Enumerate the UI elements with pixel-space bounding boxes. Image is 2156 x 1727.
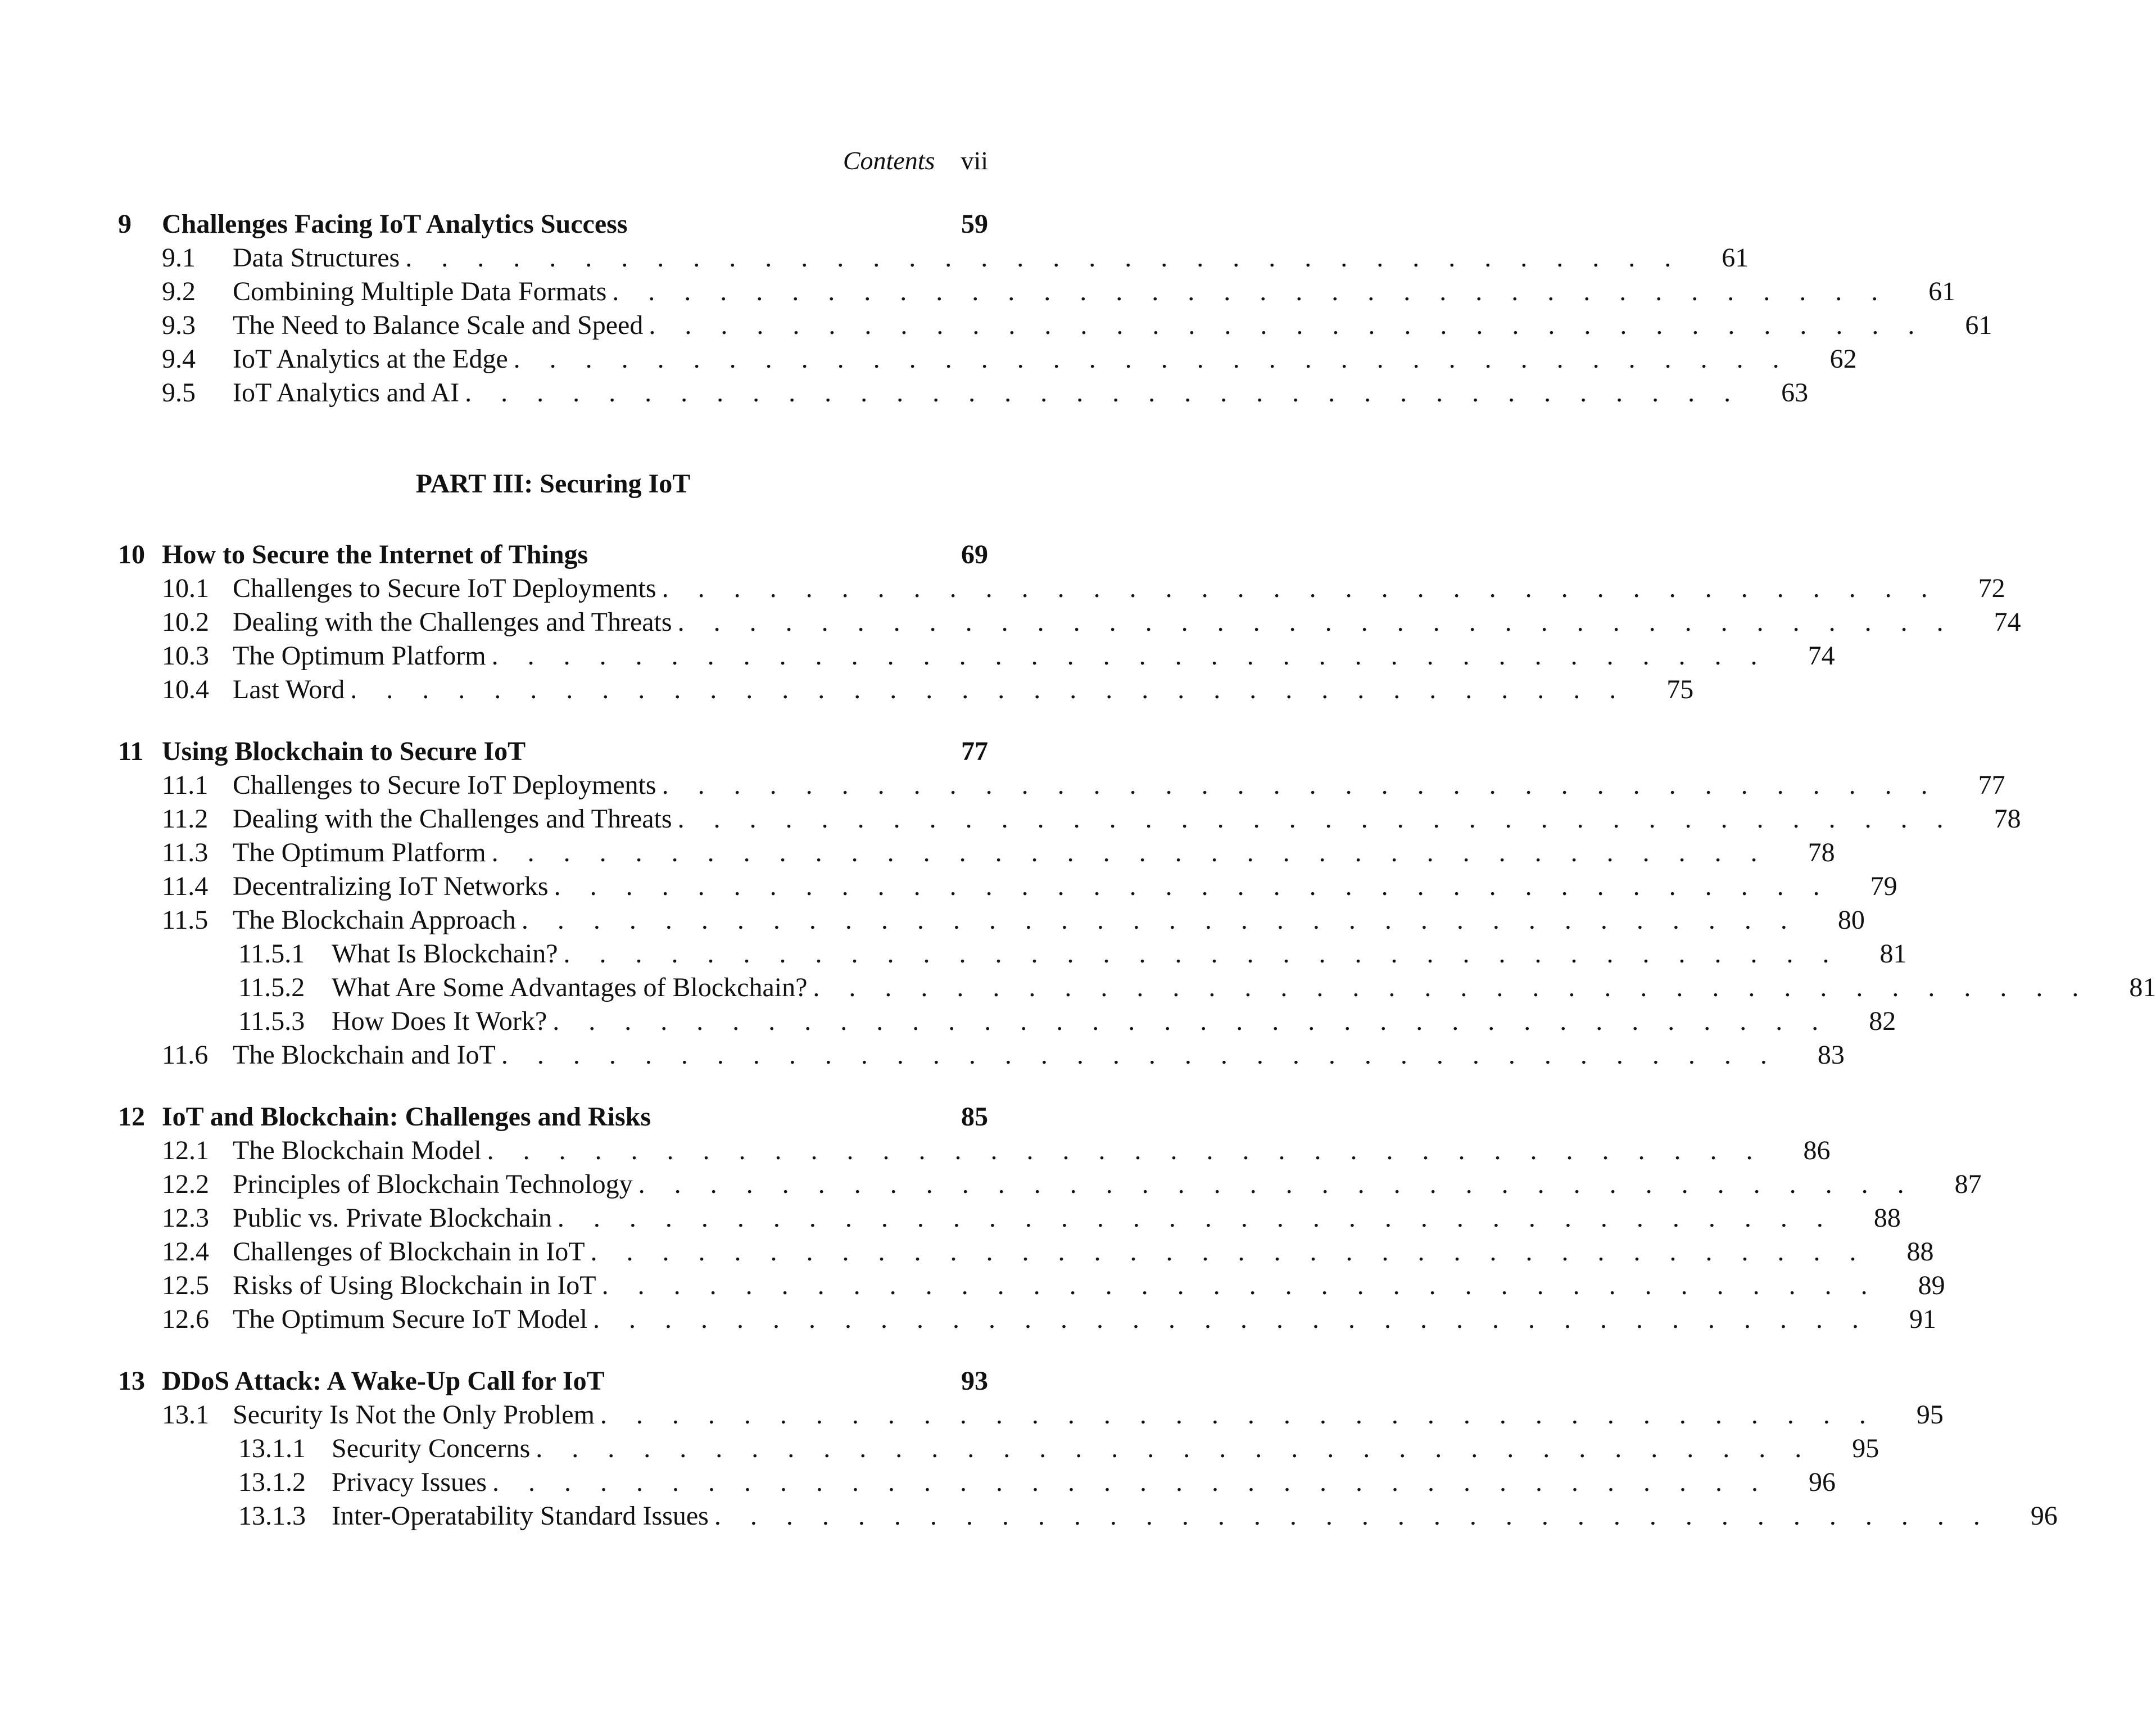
chapter-number: 10: [118, 540, 145, 569]
toc-chapter[interactable]: [118, 736, 988, 770]
toc-entry[interactable]: [118, 1304, 1936, 1337]
dot-leader: . . . . . . . . . . . . . . . . . . . . . . . . . . . . . . . . . . . .: [501, 1040, 1778, 1070]
section-title: Risks of Using Blockchain in IoT: [233, 1271, 596, 1300]
running-head-title: Contents: [843, 146, 935, 175]
section-title: Combining Multiple Data Formats: [233, 277, 607, 306]
section-number: 10.2: [162, 607, 209, 637]
section-title: Challenges to Secure IoT Deployments: [233, 770, 656, 800]
section-page: 95: [1916, 1400, 1944, 1430]
section-number: 11.4: [162, 871, 209, 901]
toc-entry[interactable]: [118, 674, 1694, 708]
dot-leader: . . . . . . . . . . . . . . . . . . . . . . . . . . . . . . . . . . . .: [649, 310, 1926, 340]
section-title: The Blockchain Approach: [233, 905, 516, 935]
toc-subentry[interactable]: [118, 1006, 1896, 1039]
dot-leader: . . . . . . . . . . . . . . . . . . . . . . . . . . . . . . . . . . . .: [601, 1271, 1879, 1300]
chapter-number: 9: [118, 209, 132, 239]
subsection-page: 82: [1869, 1006, 1896, 1036]
toc-subentry[interactable]: [118, 1467, 1836, 1500]
toc-entry[interactable]: [118, 377, 1809, 411]
chapter-page: 59: [961, 209, 988, 239]
subsection-title: Security Concerns: [332, 1434, 531, 1463]
subsection-page: 96: [2030, 1501, 2058, 1531]
section-title: Dealing with the Challenges and Threats: [233, 607, 672, 637]
section-page: 89: [1918, 1271, 1945, 1300]
dot-leader: . . . . . . . . . . . . . . . . . . . . . . . . . . . . . . . . . . . .: [465, 378, 1742, 408]
chapter-page: 93: [961, 1366, 988, 1396]
toc-entry[interactable]: [118, 573, 2005, 607]
section-page: 79: [1870, 871, 1897, 901]
subsection-title: What Is Blockchain?: [332, 939, 558, 969]
section-number: 10.1: [162, 573, 209, 603]
section-title: Data Structures: [233, 243, 400, 273]
subsection-number: 11.5.3: [238, 1006, 305, 1036]
section-gap: [118, 1073, 988, 1101]
toc-entry[interactable]: [118, 1202, 1901, 1236]
dot-leader: . . . . . . . . . . . . . . . . . . . . . . . . . . . . . . . . . . . .: [487, 1136, 1764, 1165]
section-number: 9.5: [162, 378, 196, 408]
section-number: 9.1: [162, 243, 196, 273]
toc-entry[interactable]: [118, 803, 2021, 837]
toc-chapter[interactable]: [118, 1101, 988, 1135]
dot-leader: . . . . . . . . . . . . . . . . . . . . . . . . . . . . . . . . . . . .: [612, 277, 1890, 306]
dot-leader: . . . . . . . . . . . . . . . . . . . . . . . . . . . . . . . . . . . .: [662, 770, 1939, 800]
toc-chapter[interactable]: [118, 1366, 988, 1399]
dot-leader: . . . . . . . . . . . . . . . . . . . . . . . . . . . . . . . . . . . .: [491, 838, 1769, 867]
section-page: 88: [1873, 1203, 1901, 1233]
section-page: 83: [1817, 1040, 1845, 1070]
toc-entry[interactable]: [118, 1135, 1831, 1169]
toc-entry[interactable]: [118, 607, 2021, 640]
section-number: 10.4: [162, 675, 209, 704]
dot-leader: . . . . . . . . . . . . . . . . . . . . . . . . . . . . . . . . . . . .: [521, 905, 1799, 935]
section-title: The Need to Balance Scale and Speed: [233, 310, 644, 340]
section-page: 61: [1965, 310, 1992, 340]
section-page: 62: [1829, 344, 1857, 374]
table-of-contents: [118, 209, 2156, 1534]
toc-entry[interactable]: [118, 640, 1835, 674]
section-gap: [118, 1337, 988, 1366]
dot-leader: . . . . . . . . . . . . . . . . . . . . . . . . . . . . . . . . . . . .: [677, 804, 1955, 834]
dot-leader: . . . . . . . . . . . . . . . . . . . . . . . . . . . . . . . . . . . .: [662, 573, 1939, 603]
subsection-number: 11.5.1: [238, 939, 305, 969]
section-title: The Blockchain Model: [233, 1136, 482, 1165]
toc-subentry[interactable]: [118, 1500, 2058, 1534]
toc-entry[interactable]: [118, 1236, 1934, 1270]
dot-leader: . . . . . . . . . . . . . . . . . . . . . . . . . . . . . . . . . . . .: [714, 1501, 1991, 1531]
section-number: 12.1: [162, 1136, 209, 1165]
section-title: Challenges of Blockchain in IoT: [233, 1237, 585, 1267]
toc-entry[interactable]: [118, 1039, 1845, 1073]
chapter-title: IoT and Blockchain: Challenges and Risks: [162, 1102, 651, 1132]
dot-leader: . . . . . . . . . . . . . . . . . . . . . . . . . . . . . . . . . . . .: [590, 1237, 1868, 1267]
section-page: 74: [1994, 607, 2021, 637]
toc-entry[interactable]: [118, 837, 1835, 871]
dot-leader: . . . . . . . . . . . . . . . . . . . . . . . . . . . . . . . . . . . .: [350, 675, 1628, 704]
section-title: Decentralizing IoT Networks: [233, 871, 549, 901]
section-number: 12.3: [162, 1203, 209, 1233]
dot-leader: . . . . . . . . . . . . . . . . . . . . . . . . . . . . . . . . . . . .: [536, 1434, 1813, 1463]
toc-entry[interactable]: [118, 242, 1749, 276]
toc-entry[interactable]: [118, 770, 2005, 803]
chapter-title: Challenges Facing IoT Analytics Success: [162, 209, 628, 239]
toc-entry[interactable]: [118, 1169, 1982, 1202]
chapter-title: How to Secure the Internet of Things: [162, 540, 588, 569]
dot-leader: . . . . . . . . . . . . . . . . . . . . . . . . . . . . . . . . . . . .: [677, 607, 1955, 637]
subsection-title: Inter-Operatability Standard Issues: [332, 1501, 709, 1531]
subsection-page: 96: [1808, 1467, 1836, 1497]
section-page: 75: [1666, 675, 1694, 704]
part-heading: PART III: Securing IoT: [415, 469, 691, 499]
section-page: 61: [1722, 243, 1749, 273]
chapter-number: 12: [118, 1102, 145, 1132]
section-title: Last Word: [233, 675, 345, 704]
section-page: 88: [1906, 1237, 1934, 1267]
dot-leader: . . . . . . . . . . . . . . . . . . . . . . . . . . . . . . . . . . . .: [638, 1169, 1915, 1199]
section-page: 74: [1808, 641, 1835, 671]
toc-subentry[interactable]: [118, 1433, 1879, 1467]
section-number: 12.4: [162, 1237, 209, 1267]
section-page: 63: [1781, 378, 1809, 408]
dot-leader: . . . . . . . . . . . . . . . . . . . . . . . . . . . . . . . . . . . .: [592, 1304, 1870, 1334]
chapter-page: 77: [961, 736, 988, 766]
toc-entry[interactable]: [118, 905, 1865, 938]
dot-leader: . . . . . . . . . . . . . . . . . . . . . . . . . . . . . . . . . . . .: [552, 1006, 1830, 1036]
dot-leader: . . . . . . . . . . . . . . . . . . . . . . . . . . . . . . . . . . . .: [405, 243, 1683, 273]
section-number: 12.5: [162, 1271, 209, 1300]
section-number: 11.5: [162, 905, 209, 935]
toc-subentry[interactable]: [118, 938, 1907, 972]
toc-entry[interactable]: [118, 276, 1956, 310]
subsection-page: 81: [2129, 973, 2156, 1002]
toc-entry[interactable]: [118, 1399, 1944, 1433]
section-page: 87: [1954, 1169, 1982, 1199]
section-title: The Optimum Secure IoT Model: [233, 1304, 587, 1334]
subsection-title: What Are Some Advantages of Blockchain?: [332, 973, 808, 1002]
chapter-title: Using Blockchain to Secure IoT: [162, 736, 526, 766]
section-title: The Optimum Platform: [233, 641, 486, 671]
dot-leader: . . . . . . . . . . . . . . . . . . . . . . . . . . . . . . . . . . . .: [513, 344, 1791, 374]
chapter-number: 11: [118, 736, 144, 766]
section-page: 78: [1808, 838, 1835, 867]
subsection-title: How Does It Work?: [332, 1006, 547, 1036]
section-title: Dealing with the Challenges and Threats: [233, 804, 672, 834]
section-number: 11.1: [162, 770, 209, 800]
subsection-number: 11.5.2: [238, 973, 305, 1002]
section-number: 12.2: [162, 1169, 209, 1199]
dot-leader: . . . . . . . . . . . . . . . . . . . . . . . . . . . . . . . . . . . .: [563, 939, 1841, 969]
section-title: Challenges to Secure IoT Deployments: [233, 573, 656, 603]
dot-leader: . . . . . . . . . . . . . . . . . . . . . . . . . . . . . . . . . . . .: [492, 1467, 1769, 1497]
toc-entry[interactable]: [118, 310, 1992, 343]
section-number: 11.6: [162, 1040, 209, 1070]
section-title: The Optimum Platform: [233, 838, 486, 867]
section-title: IoT Analytics at the Edge: [233, 344, 508, 374]
chapter-page: 85: [961, 1102, 988, 1132]
chapter-title: DDoS Attack: A Wake-Up Call for IoT: [162, 1366, 605, 1396]
section-title: Principles of Blockchain Technology: [233, 1169, 633, 1199]
section-number: 12.6: [162, 1304, 209, 1334]
section-page: 91: [1909, 1304, 1936, 1334]
dot-leader: . . . . . . . . . . . . . . . . . . . . . . . . . . . . . . . . . . . .: [813, 973, 2090, 1002]
subsection-number: 13.1.3: [238, 1501, 306, 1531]
section-number: 9.4: [162, 344, 196, 374]
toc-entry[interactable]: [118, 1270, 1945, 1304]
section-number: 11.2: [162, 804, 209, 834]
section-page: 80: [1837, 905, 1865, 935]
chapter-number: 13: [118, 1366, 145, 1396]
toc-chapter[interactable]: [118, 209, 988, 242]
section-page: 72: [1978, 573, 2005, 603]
section-number: 9.2: [162, 277, 196, 306]
section-number: 13.1: [162, 1400, 209, 1430]
section-number: 9.3: [162, 310, 196, 340]
section-gap: [118, 708, 988, 736]
section-page: 78: [1994, 804, 2021, 834]
toc-chapter[interactable]: [118, 539, 988, 573]
page-number: vii: [961, 146, 988, 175]
section-title: Public vs. Private Blockchain: [233, 1203, 552, 1233]
running-head: [843, 144, 988, 178]
section-title: Security Is Not the Only Problem: [233, 1400, 595, 1430]
section-title: IoT Analytics and AI: [233, 378, 460, 408]
dot-leader: . . . . . . . . . . . . . . . . . . . . . . . . . . . . . . . . . . . .: [491, 641, 1769, 671]
subsection-page: 95: [1852, 1434, 1879, 1463]
section-number: 10.3: [162, 641, 209, 671]
dot-leader: . . . . . . . . . . . . . . . . . . . . . . . . . . . . . . . . . . . .: [600, 1400, 1877, 1430]
toc-entry[interactable]: [118, 343, 1857, 377]
toc-subentry[interactable]: [118, 972, 2156, 1006]
section-page: 77: [1978, 770, 2005, 800]
subsection-number: 13.1.2: [238, 1467, 306, 1497]
subsection-page: 81: [1879, 939, 1907, 969]
chapter-page: 69: [961, 540, 988, 569]
subsection-title: Privacy Issues: [332, 1467, 487, 1497]
dot-leader: . . . . . . . . . . . . . . . . . . . . . . . . . . . . . . . . . . . .: [557, 1203, 1835, 1233]
dot-leader: . . . . . . . . . . . . . . . . . . . . . . . . . . . . . . . . . . . .: [554, 871, 1831, 901]
section-page: 86: [1803, 1136, 1831, 1165]
subsection-number: 13.1.1: [238, 1434, 306, 1463]
section-page: 61: [1928, 277, 1956, 306]
section-number: 11.3: [162, 838, 209, 867]
toc-entry[interactable]: [118, 871, 1897, 905]
section-title: The Blockchain and IoT: [233, 1040, 496, 1070]
